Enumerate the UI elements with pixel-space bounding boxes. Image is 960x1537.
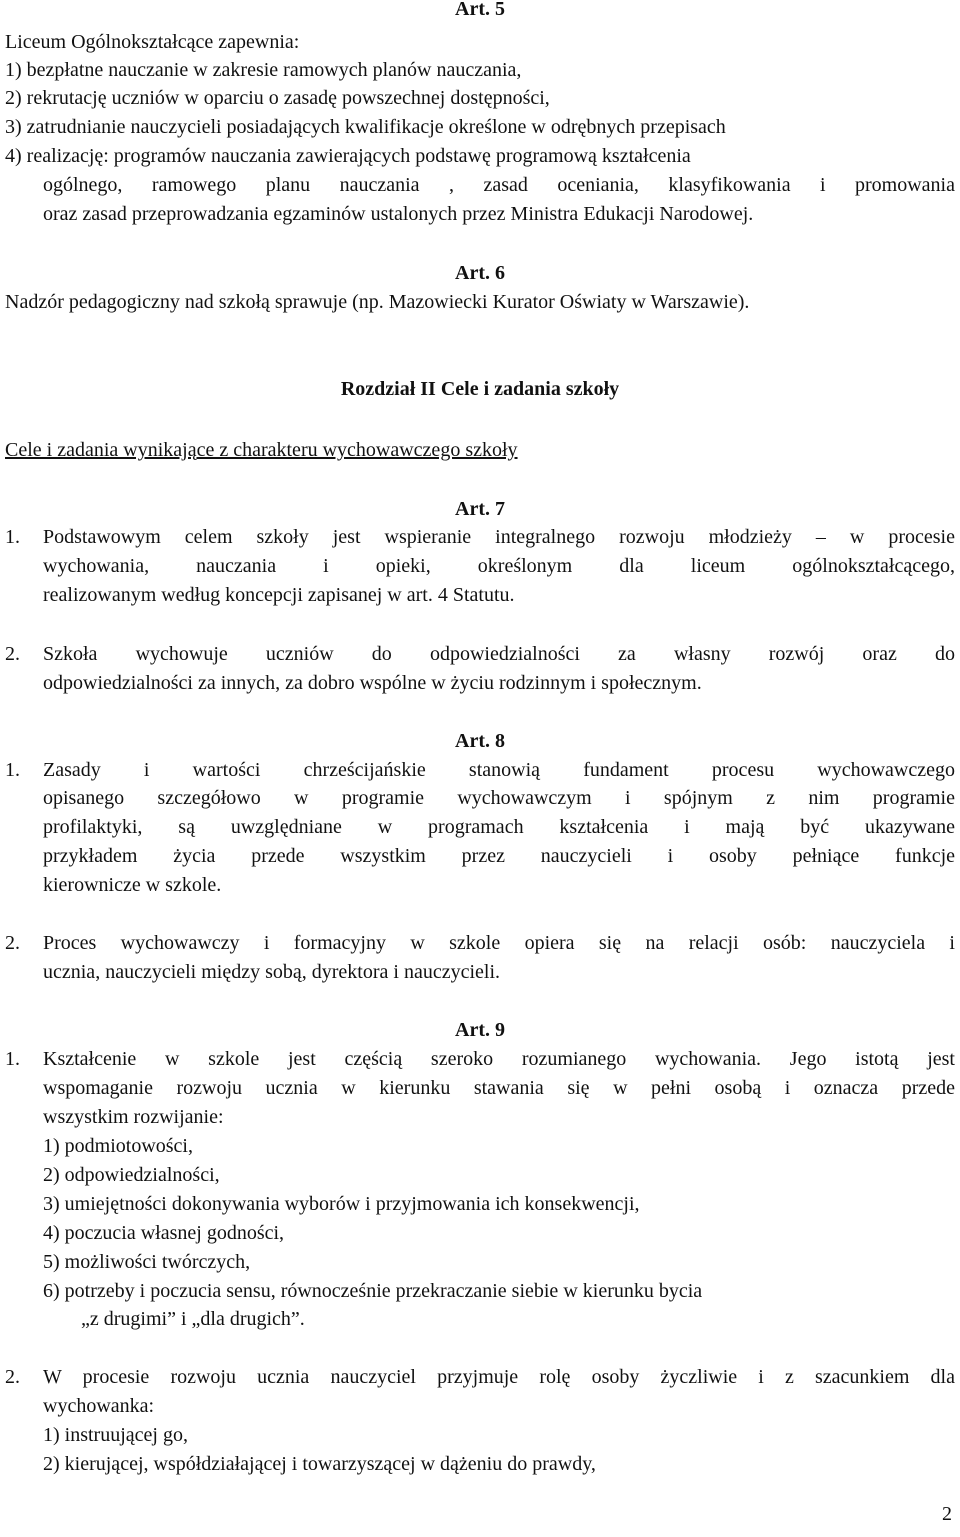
art9-p1-item-5: 5) możliwości twórczych, [43, 1251, 251, 1273]
art9-heading: Art. 9 [455, 1019, 505, 1041]
art5-intro: Liceum Ogólnokształcące zapewnia: [5, 31, 300, 53]
art5-item-1: 1) bezpłatne nauczanie w zakresie ramowych planów nauczania, [5, 59, 522, 81]
art8-p1-line4: przykładem życia przede wszystkim przez nauczycieli i osoby pełniące funkcje [43, 845, 955, 867]
art7-p1-line3: realizowanym według koncepcji zapisanej w art. 4 Statutu. [43, 584, 515, 606]
art9-p1-item-6-cont: „z drugimi” i „dla drugich”. [81, 1308, 305, 1330]
art9-p1-line1: Kształcenie w szkole jest częścią szeroko rozumianego wychowania. Jego istotą jest [43, 1048, 955, 1070]
art9-p1-line3: wszystkim rozwijanie: [43, 1106, 224, 1128]
art7-p1-line2: wychowania, nauczania i opieki, określonym dla liceum ogólnokształcącego, [43, 555, 955, 577]
art8-p1-line2: opisanego szczegółowo w programie wychowawczym i spójnym z nim programie [43, 787, 955, 809]
chapter-subtitle: Cele i zadania wynikające z charakteru wychowawczego szkoły [5, 439, 518, 461]
art9-p1-item-1: 1) podmiotowości, [43, 1135, 193, 1157]
art8-p1-number: 1. [5, 759, 20, 781]
art8-p1-line3: profilaktyki, są uwzględniane w programach kształcenia i mają być ukazywane [43, 816, 955, 838]
art7-p1-number: 1. [5, 526, 20, 548]
art9-p2-line1: W procesie rozwoju ucznia nauczyciel przyjmuje rolę osoby życzliwie i z szacunkiem dla [43, 1366, 955, 1388]
art9-p2-item-1: 1) instruującej go, [43, 1424, 188, 1446]
art7-p2-line1: Szkoła wychowuje uczniów do odpowiedzialności za własny rozwój oraz do [43, 643, 955, 665]
art6-heading: Art. 6 [455, 262, 505, 284]
art5-item-4-line3: oraz zasad przeprowadzania egzaminów ustalonych przez Ministra Edukacji Narodowej. [43, 203, 754, 225]
art7-p2-number: 2. [5, 643, 20, 665]
art8-p2-line1: Proces wychowawczy i formacyjny w szkole opiera się na relacji osób: nauczyciela i [43, 932, 955, 954]
art5-item-4-line1: 4) realizację: programów nauczania zawierających podstawę programową kształcenia [5, 145, 691, 167]
art9-p1-line2: wspomaganie rozwoju ucznia w kierunku stawania się w pełni osobą i oznacza przede [43, 1077, 955, 1099]
art9-p1-item-4: 4) poczucia własnej godności, [43, 1222, 285, 1244]
art5-item-3: 3) zatrudnianie nauczycieli posiadających kwalifikacje określone w odrębnych przepisach [5, 116, 726, 138]
art9-p2-line2: wychowanka: [43, 1395, 155, 1417]
art9-p1-item-6: 6) potrzeby i poczucia sensu, równocześnie przekraczanie siebie w kierunku bycia [43, 1280, 703, 1302]
art9-p2-number: 2. [5, 1366, 20, 1388]
art9-p1-item-3: 3) umiejętności dokonywania wyborów i przyjmowania ich konsekwencji, [43, 1193, 640, 1215]
art8-p2-line2: ucznia, nauczycieli między sobą, dyrektora i nauczycieli. [43, 961, 501, 983]
art5-heading: Art. 5 [455, 0, 505, 20]
art7-heading: Art. 7 [455, 498, 505, 520]
chapter-title: Rozdział II Cele i zadania szkoły [340, 378, 620, 400]
art5-item-2: 2) rekrutację uczniów w oparciu o zasadę powszechnej dostępności, [5, 87, 550, 109]
art9-p1-number: 1. [5, 1048, 20, 1070]
art8-p1-line1: Zasady i wartości chrześcijańskie stanowią fundament procesu wychowawczego [43, 759, 955, 781]
page-number: 2 [942, 1503, 952, 1525]
art9-p1-item-2: 2) odpowiedzialności, [43, 1164, 220, 1186]
art6-text: Nadzór pedagogiczny nad szkołą sprawuje (np. Mazowiecki Kurator Oświaty w Warszawie). [5, 291, 750, 313]
art7-p2-line2: odpowiedzialności za innych, za dobro wspólne w życiu rodzinnym i społecznym. [43, 672, 702, 694]
art9-p2-item-2: 2) kierującej, współdziałającej i towarzyszącej w dążeniu do prawdy, [43, 1453, 596, 1475]
art8-p1-line5: kierownicze w szkole. [43, 874, 222, 896]
art7-p1-line1: Podstawowym celem szkoły jest wspieranie integralnego rozwoju młodzieży – w procesie [43, 526, 955, 548]
art8-p2-number: 2. [5, 932, 20, 954]
art5-item-4-line2: ogólnego, ramowego planu nauczania , zasad oceniania, klasyfikowania i promowania [43, 174, 955, 196]
art8-heading: Art. 8 [455, 730, 505, 752]
